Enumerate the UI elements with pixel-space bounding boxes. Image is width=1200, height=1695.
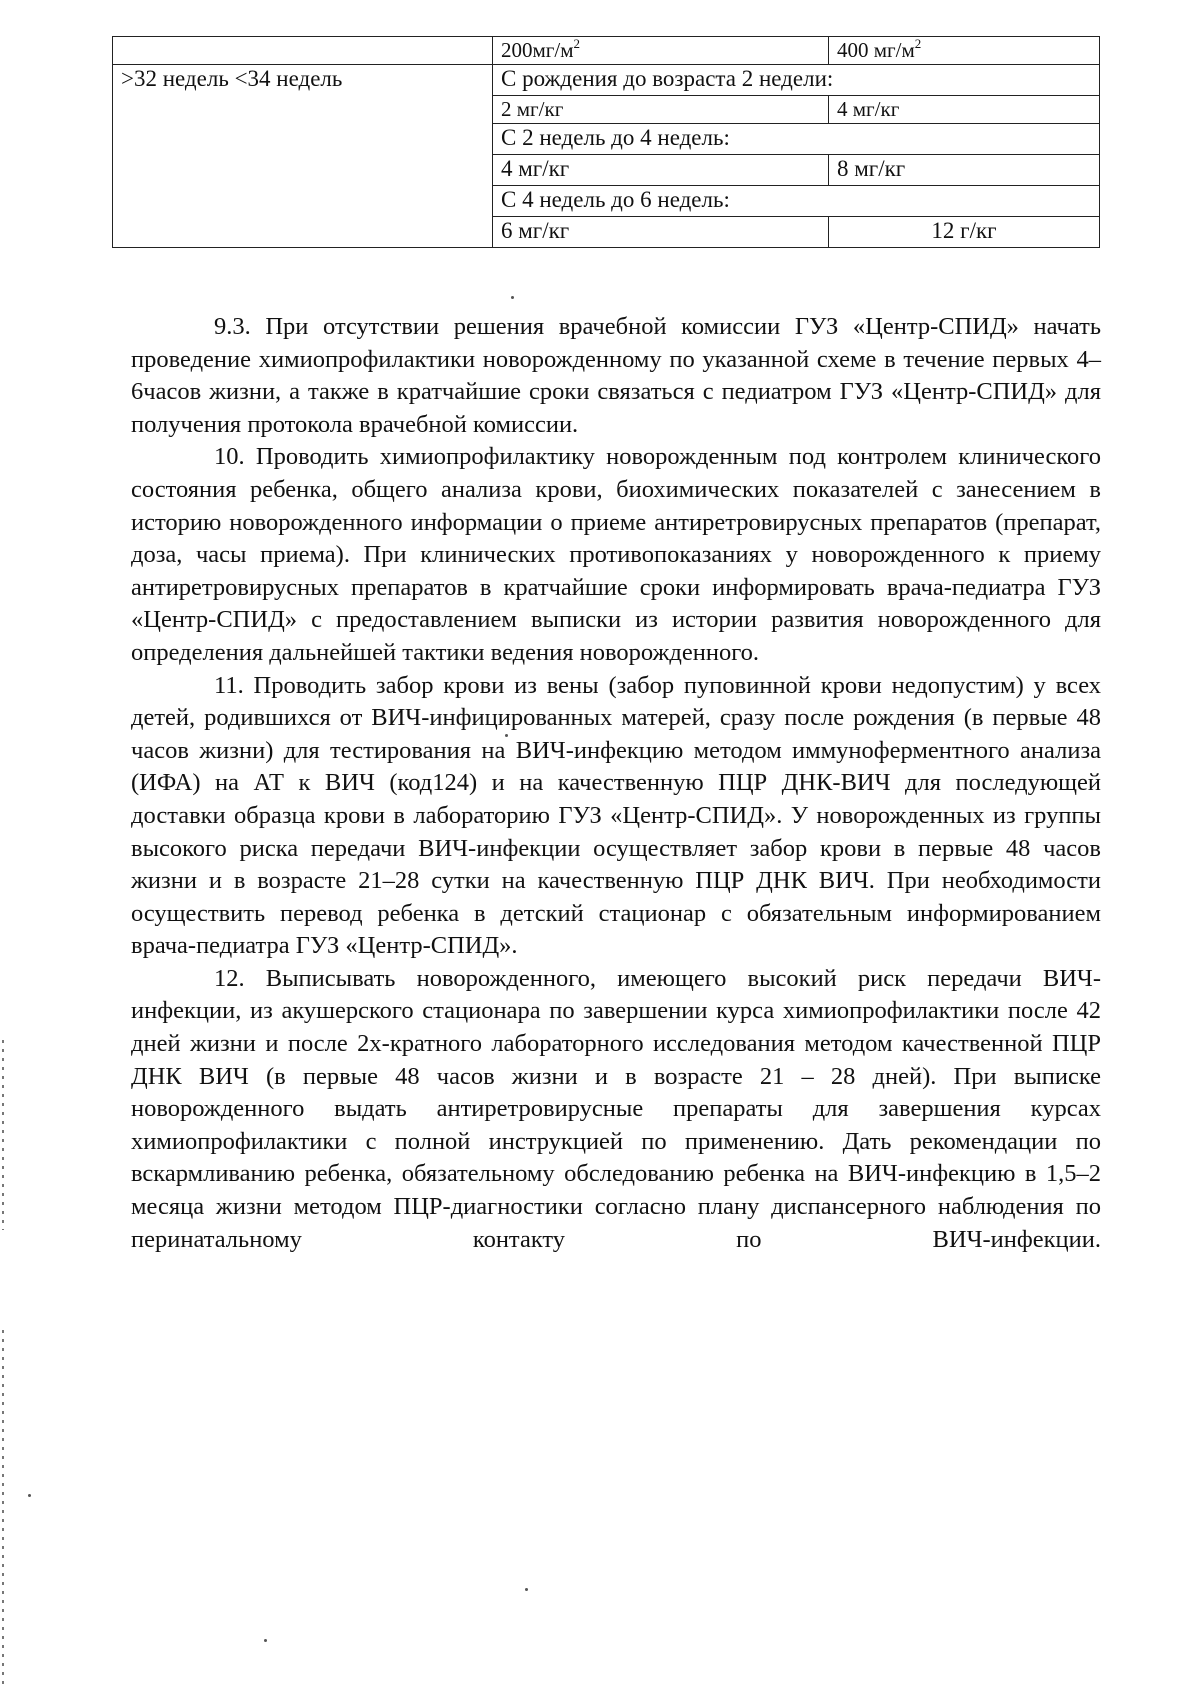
paragraph-10: 10. Проводить химиопрофилактику новорожденным под контролем клинического состояния ребенка, общего анализа крови, биохимических показателей с занесением в историю новорожденного информации о приеме антиретровирусных препаратов (препарат, доза, часы приема). При клинических противопоказаниях у новорожденного к приему антиретровирусных препаратов в кратчайшие сроки информировать врача-педиатра ГУЗ «Центр-СПИД» с предоставлением выписки из истории развития новорожденного для определения дальнейшей тактики ведения новорожденного.	[131, 443, 1101, 666]
age-period-header: С рождения до возраста 2 недели:	[493, 65, 1100, 96]
scan-edge-mark	[2, 1330, 4, 1690]
dosage-table	[112, 36, 1100, 248]
dose-value: 200мг/м	[501, 38, 574, 62]
table-cell-dose-base	[493, 37, 829, 65]
scan-speck	[28, 1494, 31, 1497]
scan-speck	[525, 1588, 528, 1591]
table-cell-dose-base: 6 мг/кг	[493, 217, 829, 248]
table-cell-dose-high: 8 мг/кг	[829, 155, 1100, 186]
table-row	[113, 37, 1100, 65]
age-period-header: С 4 недель до 6 недель:	[493, 186, 1100, 217]
paragraph-12: 12. Выписывать новорожденного, имеющего высокий риск передачи ВИЧ-инфекции, из акушерского стационара по завершении курса химиопрофилактики после 42 дней жизни и после 2х-кратного лабораторного исследования методом качественной ПЦР ДНК ВИЧ (в первые 48 часов жизни и в возрасте 21 – 28 дней). При выписке новорожденного выдать антиретровирусные препараты для завершения курсах химиопрофилактики с полной инструкцией по применению. Дать рекомендации по вскармливанию ребенка, обязательному обследованию ребенка на ВИЧ-инфекцию в 1,5–2 месяца жизни методом ПЦР-диагностики согласно плану диспансерного наблюдения по перинатальному контакту по ВИЧ-инфекции.	[131, 964, 1101, 1253]
table-cell-dose-base: 2 мг/кг	[493, 96, 829, 124]
scan-speck	[264, 1639, 267, 1642]
table-cell-dose-high: 4 мг/кг	[829, 96, 1100, 124]
scan-speck	[511, 296, 514, 299]
table-row	[113, 65, 1100, 96]
dose-unit-exponent: 2	[914, 36, 922, 51]
table-cell-empty	[113, 37, 493, 65]
scan-edge-mark	[2, 1040, 4, 1230]
table-cell-dose-base: 4 мг/кг	[493, 155, 829, 186]
age-period-header: С 2 недель до 4 недель:	[493, 124, 1100, 155]
table-cell-dose-high	[829, 37, 1100, 65]
scan-speck	[505, 734, 508, 737]
gestation-group-label: >32 недель <34 недель	[113, 65, 493, 248]
paragraph-9-3: 9.3. При отсутствии решения врачебной комиссии ГУЗ «Центр-СПИД» начать проведение химиопрофилактики новорожденному по указанной схеме в течение первых 4–6часов жизни, а также в кратчайшие сроки связаться с педиатром ГУЗ «Центр-СПИД» для получения протокола врачебной комиссии.	[131, 313, 1101, 438]
table-cell-dose-high: 12 г/кг	[829, 217, 1100, 248]
dose-value: 400 мг/м	[837, 38, 915, 62]
paragraph-11: 11. Проводить забор крови из вены (забор пуповинной крови недопустим) у всех детей, родившихся от ВИЧ-инфицированных матерей, сразу после рождения (в первые 48 часов жизни) для тестирования на ВИЧ-инфекцию методом иммуноферментного анализа (ИФА) на АТ к ВИЧ (код124) и на качественную ПЦР ДНК-ВИЧ для последующей доставки образца крови в лабораторию ГУЗ «Центр-СПИД». У новорожденных из группы высокого риска передачи ВИЧ-инфекции осуществляет забор крови в первые 48 часов жизни и в возрасте 21–28 сутки на качественную ПЦР ДНК ВИЧ. При необходимости осуществить перевод ребенка в детский стационар с обязательным информированием врача-педиатра ГУЗ «Центр-СПИД».	[131, 671, 1101, 960]
dose-unit-exponent: 2	[573, 36, 581, 51]
body-text	[131, 311, 1101, 1256]
